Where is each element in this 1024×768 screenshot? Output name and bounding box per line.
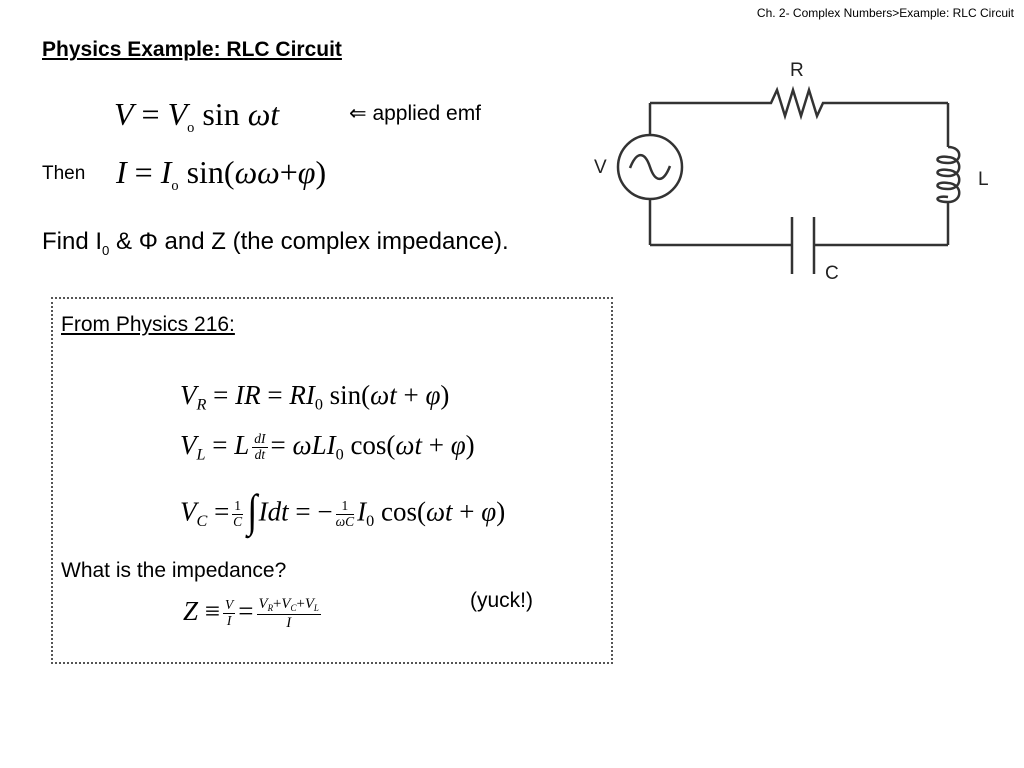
box-heading: From Physics 216: xyxy=(61,313,235,336)
find-text-sub: 0 xyxy=(102,242,110,258)
vc-equation: $V_C$ = $\frac{1}{C}$ ∫Idt = − $\frac{1}{\omega C}$ $I_0$ cos(ωt + φ) xyxy=(180,485,506,536)
find-text-pre: Find I xyxy=(42,228,103,255)
find-statement xyxy=(42,228,509,258)
vr-equation: $V_R$ = IR = $RI_0$ sin(ωt + φ) xyxy=(180,380,450,414)
vl-equation: $V_L = L$ $\frac{dI}{dt}$ = ωLI$_0$ cos(ωt + φ) xyxy=(180,430,475,464)
inductor-symbol xyxy=(937,147,959,202)
yuck-remark: (yuck!) xyxy=(470,589,533,612)
breadcrumb: Ch. 2- Complex Numbers>Example: RLC Circuit xyxy=(756,6,1014,20)
impedance-question: What is the impedance? xyxy=(61,559,287,582)
left-arrow-icon: ⇐ xyxy=(349,102,367,125)
rlc-circuit-diagram xyxy=(585,52,1005,287)
applied-emf-label: applied emf xyxy=(372,102,482,125)
impedance-equation: Z ≡ $\frac{V}{I}$ = $\frac{V_R+V_C+V_L}{I}$ xyxy=(183,596,319,632)
resistor-label: R xyxy=(790,60,804,81)
current-equation: $I = I_o$ sin(ωω+φ) xyxy=(116,154,327,195)
page-title: Physics Example: RLC Circuit xyxy=(42,38,342,61)
inductor-label: L xyxy=(978,169,989,190)
capacitor-label: C xyxy=(825,263,839,284)
find-text-post: & Φ and Z (the complex impedance). xyxy=(109,228,509,255)
then-label: Then xyxy=(42,163,86,184)
resistor-symbol xyxy=(650,90,948,116)
applied-emf-note xyxy=(349,101,481,126)
emf-equation: $V = V_o$ sin ωt xyxy=(114,96,280,137)
source-label: V xyxy=(594,157,607,178)
